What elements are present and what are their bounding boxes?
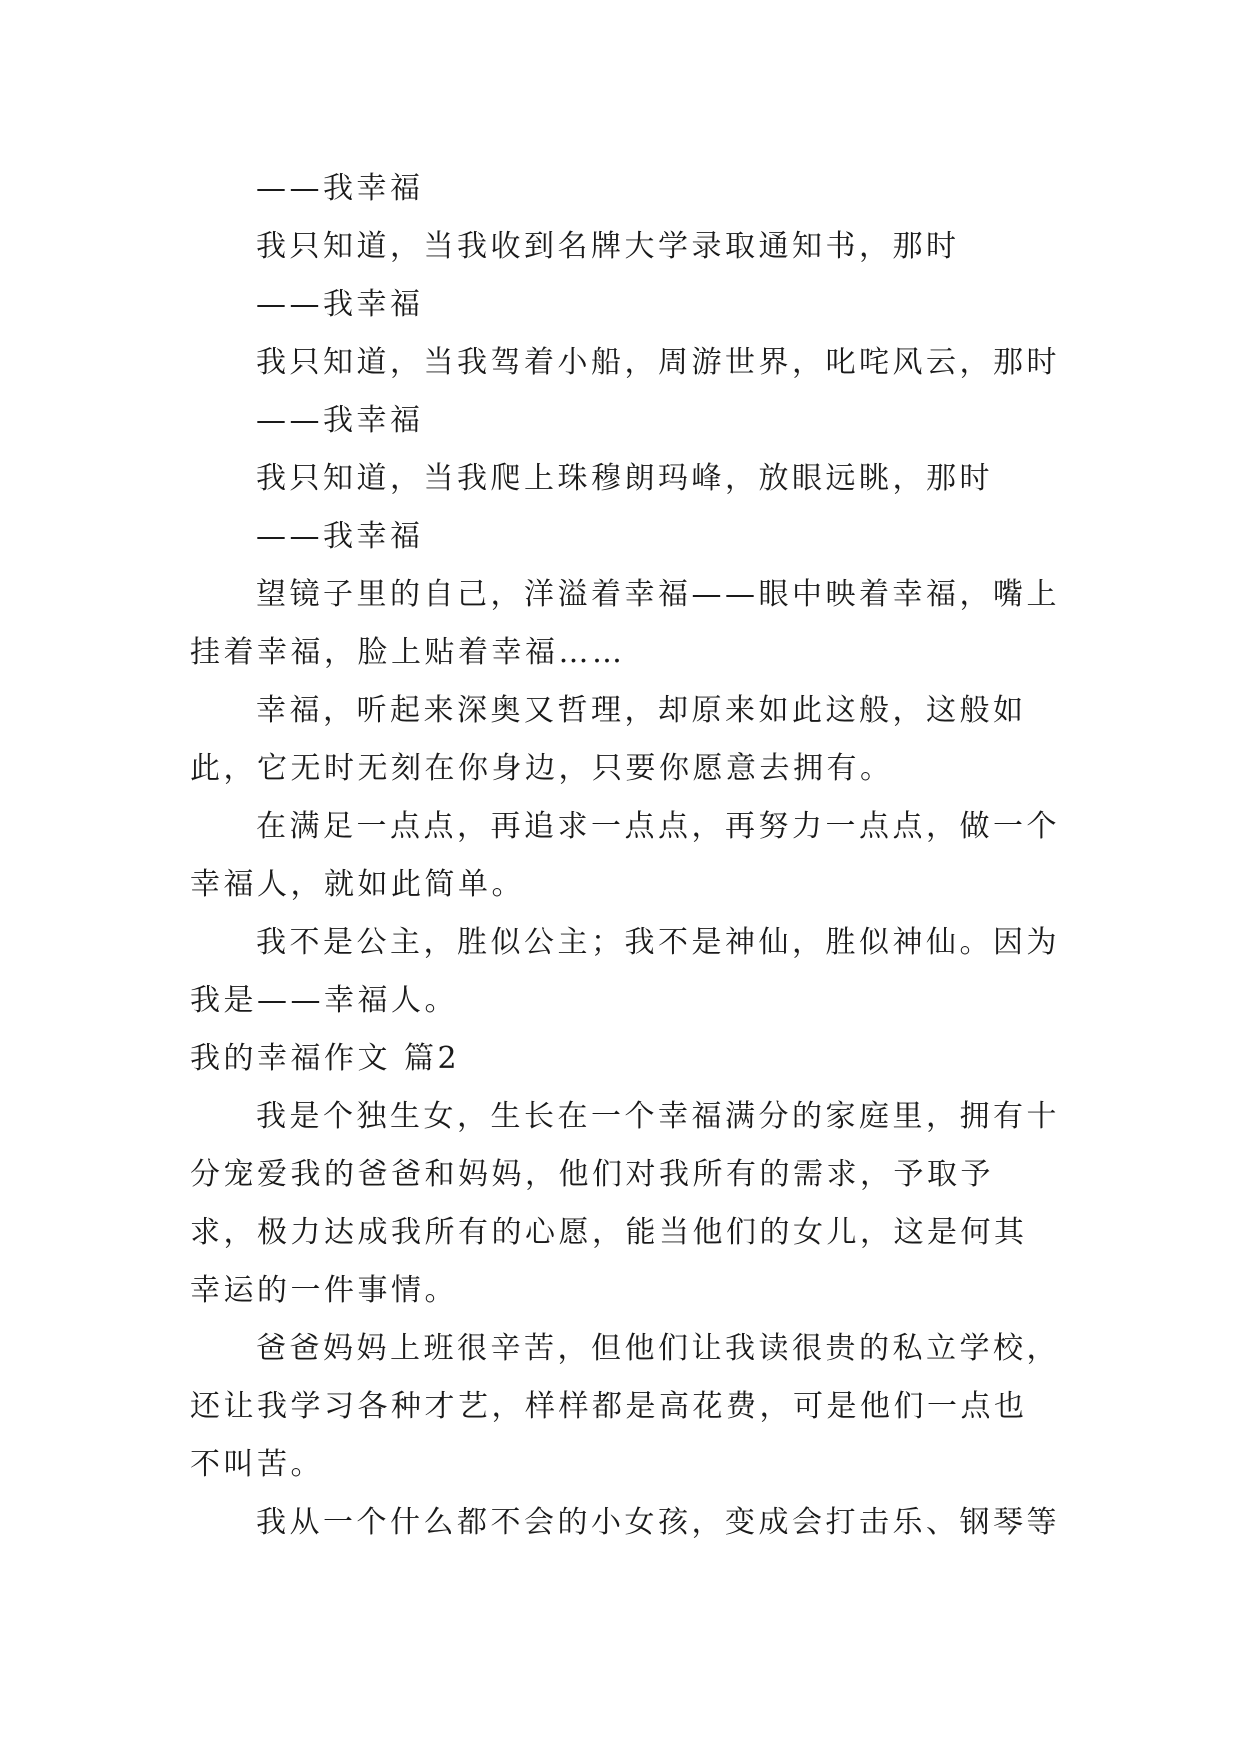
paragraph: 幸福，听起来深奥又哲理，却原来如此这般，这般如此，它无时无刻在你身边，只要你愿意去拥有。 bbox=[190, 693, 1027, 786]
document-body bbox=[190, 160, 1060, 1552]
paragraph: 我是个独生女，生长在一个幸福满分的家庭里，拥有十分宠爱我的爸爸和妈妈，他们对我所有的需求，予取予求，极力达成我所有的心愿，能当他们的女儿，这是何其幸运的一件事情。 bbox=[190, 1099, 1060, 1308]
paragraph: ——我幸福 bbox=[256, 171, 424, 206]
paragraph: 我只知道，当我驾着小船，周游世界，叱咤风云，那时 bbox=[256, 345, 1060, 380]
paragraph: ——我幸福 bbox=[256, 403, 424, 438]
paragraph: 我只知道，当我收到名牌大学录取通知书，那时 bbox=[256, 229, 960, 264]
section-heading: 我的幸福作文 篇2 bbox=[190, 1041, 461, 1076]
paragraph: 在满足一点点，再追求一点点，再努力一点点，做一个幸福人，就如此简单。 bbox=[190, 809, 1060, 902]
paragraph: ——我幸福 bbox=[256, 519, 424, 554]
paragraph: 爸爸妈妈上班很辛苦，但他们让我读很贵的私立学校，还让我学习各种才艺，样样都是高花费，可是他们一点也不叫苦。 bbox=[190, 1331, 1060, 1482]
paragraph: 我只知道，当我爬上珠穆朗玛峰，放眼远眺，那时 bbox=[256, 461, 993, 496]
paragraph: 我不是公主，胜似公主；我不是神仙，胜似神仙。因为我是——幸福人。 bbox=[190, 925, 1060, 1018]
paragraph: 我从一个什么都不会的小女孩，变成会打击乐、钢琴等 bbox=[256, 1505, 1060, 1540]
paragraph: ——我幸福 bbox=[256, 287, 424, 322]
paragraph: 望镜子里的自己，洋溢着幸福——眼中映着幸福，嘴上挂着幸福，脸上贴着幸福…… bbox=[190, 577, 1060, 670]
